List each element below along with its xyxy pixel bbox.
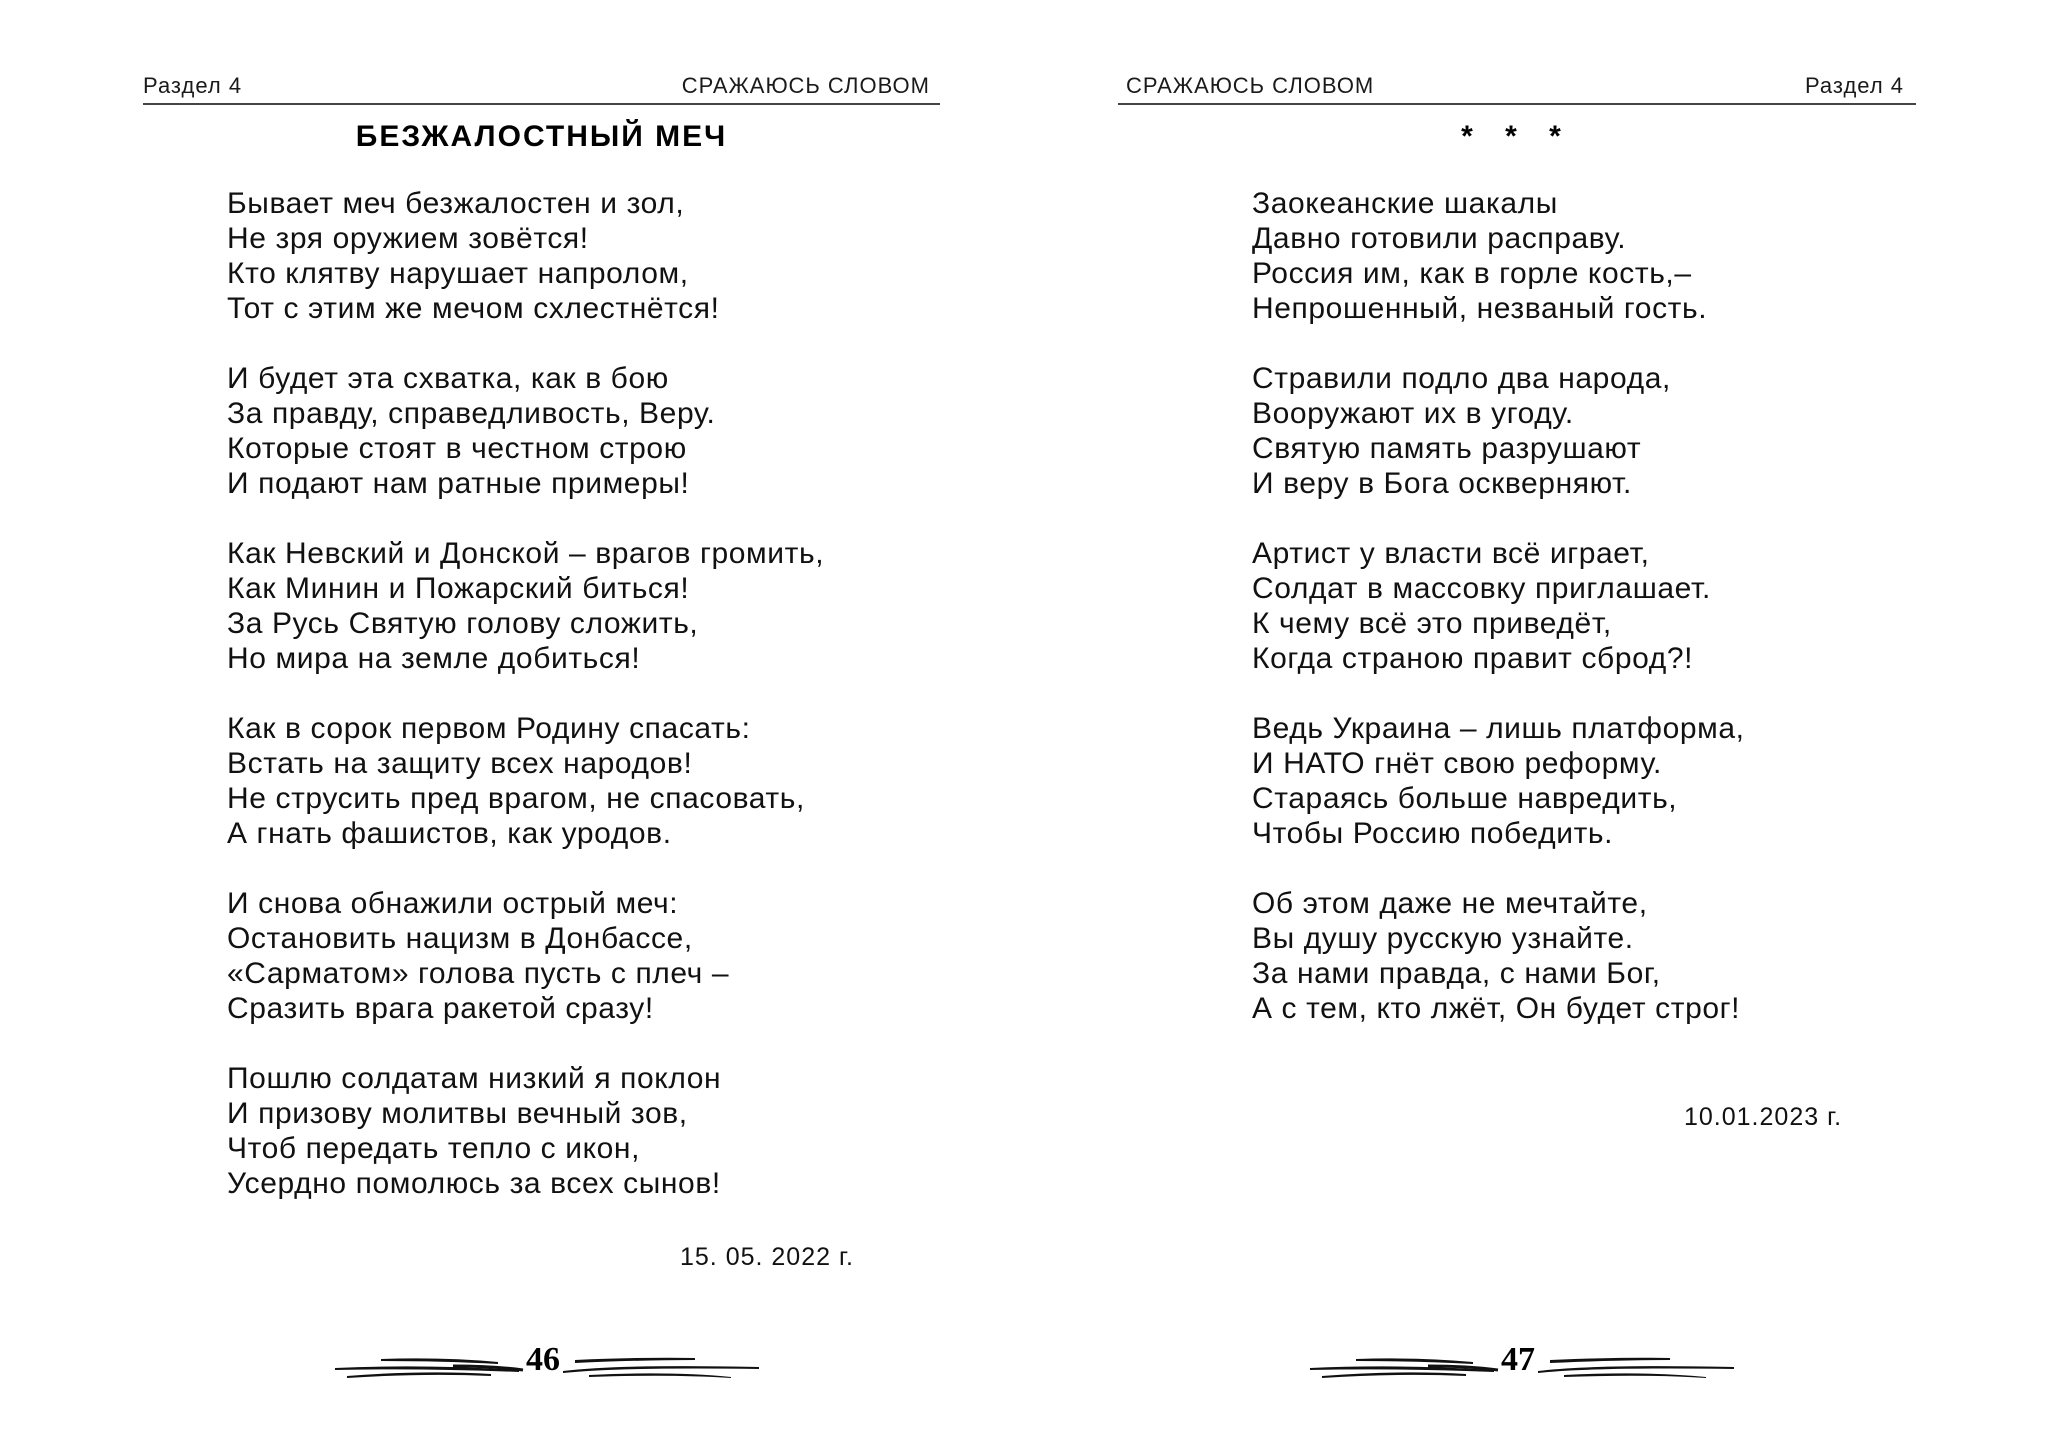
page-number-ornament — [1308, 1340, 1728, 1380]
stanza — [227, 186, 824, 326]
poem-line: Стараясь больше навредить, — [1252, 782, 1678, 815]
poem-line: А гнать фашистов, как уродов. — [227, 817, 672, 850]
poem-line: Солдат в массовку приглашает. — [1252, 572, 1711, 605]
poem-line: А с тем, кто лжёт, Он будет строг! — [1252, 992, 1741, 1025]
poem-body — [1252, 186, 1745, 1061]
stanza — [227, 1061, 824, 1201]
page-number-ornament — [333, 1340, 753, 1380]
poem-line: Непрошенный, незваный гость. — [1252, 292, 1708, 325]
poem-line: Бывает меч безжалостен и зол, — [227, 187, 685, 220]
poem-line: За Русь Святую голову сложить, — [227, 607, 699, 640]
header-rule-divider — [143, 103, 940, 105]
poem-line: Стравили подло два народа, — [1252, 362, 1671, 395]
poem-line: И подают нам ратные примеры! — [227, 467, 690, 500]
book-title: СРАЖАЮСЬ СЛОВОМ — [1126, 73, 1375, 98]
section-label: Раздел 4 — [1804, 73, 1904, 98]
stanza — [1252, 711, 1745, 851]
poem-line: И будет эта схватка, как в бою — [227, 362, 669, 395]
poem-line: «Сарматом» голова пусть с плеч – — [227, 957, 730, 990]
poem-line: Чтобы Россию победить. — [1252, 817, 1614, 850]
poem-line: Давно готовили расправу. — [1252, 222, 1627, 255]
running-head — [143, 72, 940, 100]
poem-line: Но мира на земле добиться! — [227, 642, 641, 675]
poem-line: Ведь Украина – лишь платформа, — [1252, 712, 1745, 745]
flourish-right-icon — [561, 1340, 761, 1380]
stanza — [1252, 536, 1745, 676]
poem-line: Остановить нацизм в Донбассе, — [227, 922, 693, 955]
stanza — [227, 361, 824, 501]
right-page — [1118, 0, 1916, 1454]
page-number: 46 — [526, 1341, 560, 1378]
book-title: СРАЖАЮСЬ СЛОВОМ — [681, 73, 930, 98]
poem-line: И НАТО гнёт свою реформу. — [1252, 747, 1662, 780]
poem-line: Россия им, как в горле кость,– — [1252, 257, 1692, 290]
poem-line: Чтоб передать тепло с икон, — [227, 1132, 641, 1165]
poem-line: Об этом даже не мечтайте, — [1252, 887, 1648, 920]
stanza — [227, 536, 824, 676]
poem-line: Артист у власти всё играет, — [1252, 537, 1650, 570]
poem-line: За нами правда, с нами Бог, — [1252, 957, 1661, 990]
poem-line: И снова обнажили острый меч: — [227, 887, 679, 920]
poem-line: Усердно помолюсь за всех сынов! — [227, 1167, 721, 1200]
poem-line: Тот с этим же мечом схлестнётся! — [227, 292, 720, 325]
poem-date: 15. 05. 2022 г. — [680, 1243, 854, 1271]
untitled-poem-asterisks: * * * — [1461, 120, 1573, 153]
poem-body — [227, 186, 824, 1236]
poem-line: Как в сорок первом Родину спасать: — [227, 712, 751, 745]
stanza — [1252, 361, 1745, 501]
poem-line: Когда страною правит сброд?! — [1252, 642, 1694, 675]
section-label: Раздел 4 — [143, 73, 243, 98]
poem-line: Как Невский и Донской – врагов громить, — [227, 537, 825, 570]
poem-title: БЕЗЖАЛОСТНЫЙ МЕЧ — [355, 120, 728, 153]
poem-line: Святую память разрушают — [1252, 432, 1642, 465]
running-head — [1118, 72, 1916, 100]
poem-line: К чему всё это приведёт, — [1252, 607, 1612, 640]
page-number: 47 — [1501, 1341, 1535, 1378]
poem-line: И веру в Бога оскверняют. — [1252, 467, 1632, 500]
poem-line: Сразить врага ракетой сразу! — [227, 992, 654, 1025]
poem-line: Не струсить пред врагом, не спасовать, — [227, 782, 805, 815]
stanza — [1252, 186, 1745, 326]
poem-line: Не зря оружием зовётся! — [227, 222, 589, 255]
stanza — [1252, 886, 1745, 1026]
poem-line: Пошлю солдатам низкий я поклон — [227, 1062, 722, 1095]
poem-line: Как Минин и Пожарский биться! — [227, 572, 690, 605]
poem-line: Которые стоят в честном строю — [227, 432, 687, 465]
poem-line: Заокеанские шакалы — [1252, 187, 1558, 220]
header-rule-divider — [1118, 103, 1916, 105]
poem-line: Вооружают их в угоду. — [1252, 397, 1574, 430]
poem-line: Кто клятву нарушает напролом, — [227, 257, 689, 290]
flourish-right-icon — [1536, 1340, 1736, 1380]
stanza — [227, 886, 824, 1026]
poem-date: 10.01.2023 г. — [1684, 1103, 1843, 1131]
left-page — [143, 0, 940, 1454]
poem-line: И призову молитвы вечный зов, — [227, 1097, 688, 1130]
stanza — [227, 711, 824, 851]
poem-line: За правду, справедливость, Веру. — [227, 397, 716, 430]
poem-line: Встать на защиту всех народов! — [227, 747, 693, 780]
poem-line: Вы душу русскую узнайте. — [1252, 922, 1634, 955]
